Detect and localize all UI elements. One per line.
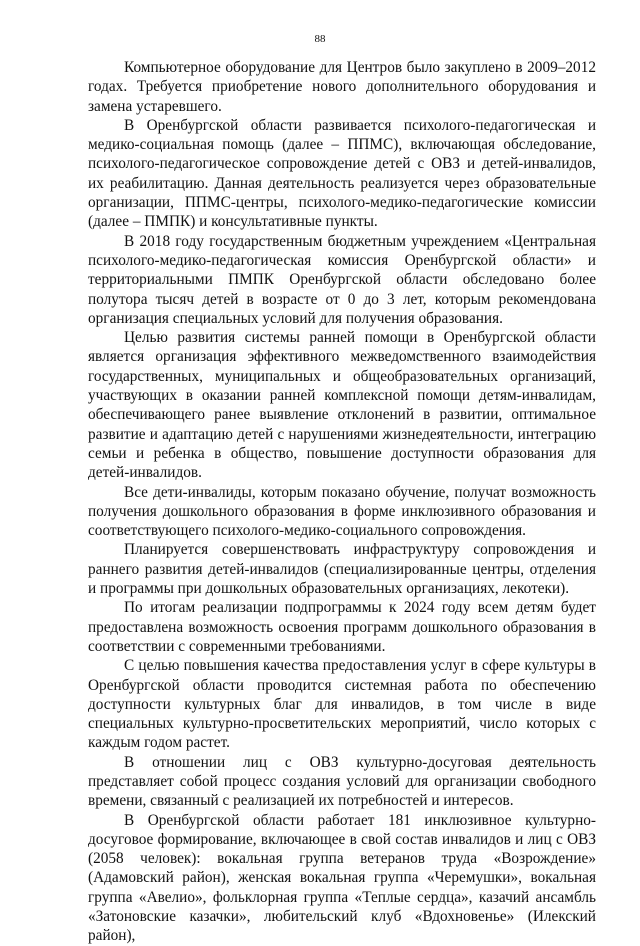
document-body xyxy=(88,58,596,946)
paragraph: В Оренбургской области развивается психолого-педагогическая и медико-социальная помощь (далее – ППМС), включающая обследование, психолого-педагогическое сопровождение детей с ОВЗ и детей-инвалидов, их реабилитацию. Данная деятельность реализуется через образовательные организации, ППМС-центры, психолого-медико-педагогические комиссии (далее – ПМПК) и консультативные пункты. xyxy=(88,116,596,231)
paragraph: Все дети-инвалиды, которым показано обучение, получат возможность получения дошкольного образования в форме инклюзивного образования и соответствующего психолого-медико-социального сопровождения. xyxy=(88,483,596,540)
paragraph: В отношении лиц с ОВЗ культурно-досуговая деятельность представляет собой процесс создания условий для организации свободного времени, связанный с реализацией их потребностей и интересов. xyxy=(88,753,596,810)
paragraph: В 2018 году государственным бюджетным учреждением «Центральная психолого-медико-педагогическая комиссия Оренбургской области» и территориальными ПМПК Оренбургской области обследовано более полутора тысяч детей в возрасте от 0 до 3 лет, которым рекомендована организация специальных условий для получения образования. xyxy=(88,232,596,327)
paragraph: Планируется совершенствовать инфраструктуру сопровождения и раннего развития детей-инвалидов (специализированные центры, отделения и программы при дошкольных образовательных организациях, лекотеки). xyxy=(88,541,596,598)
paragraph: Целью развития системы ранней помощи в Оренбургской области является организация эффективного межведомственного взаимодействия государственных, муниципальных и общеобразовательных организаций, участвующих в оказании ранней комплексной помощи детям-инвалидам, обеспечивающего ранее выявление отклонений в развитии, оптимальное развитие и адаптацию детей с нарушениями жизнедеятельности, интеграцию семьи и ребенка в общество, повышение доступности образования для детей-инвалидов. xyxy=(88,329,596,482)
paragraph: По итогам реализации подпрограммы к 2024 году всем детям будет предоставлена возможность освоения программ дошкольного образования в соответствии с современными требованиями. xyxy=(88,599,596,655)
paragraph: С целью повышения качества предоставления услуг в сфере культуры в Оренбургской области проводится системная работа по обеспечению доступности культурных благ для инвалидов, в том числе в виде специальных культурно-просветительских мероприятий, число которых с каждым годом растет. xyxy=(88,657,596,752)
paragraph: В Оренбургской области работает 181 инклюзивное культурно-досуговое формирование, включающее в свой состав инвалидов и лиц с ОВЗ (2058 человек): вокальная группа ветеранов труда «Возрождение» (Адамовский район), женская вокальная группа «Черемушки», вокальная группа «Авелио», фольклорная группа «Теплые сердца», казачий ансамбль «Затоновские казачки», любительский клуб «Вдохновенье» (Илекский район), xyxy=(88,811,596,945)
paragraph: Компьютерное оборудование для Центров было закуплено в 2009–2012 годах. Требуется приобретение нового дополнительного оборудования и замена устаревшего. xyxy=(88,59,596,115)
page-number: 88 xyxy=(314,33,326,45)
